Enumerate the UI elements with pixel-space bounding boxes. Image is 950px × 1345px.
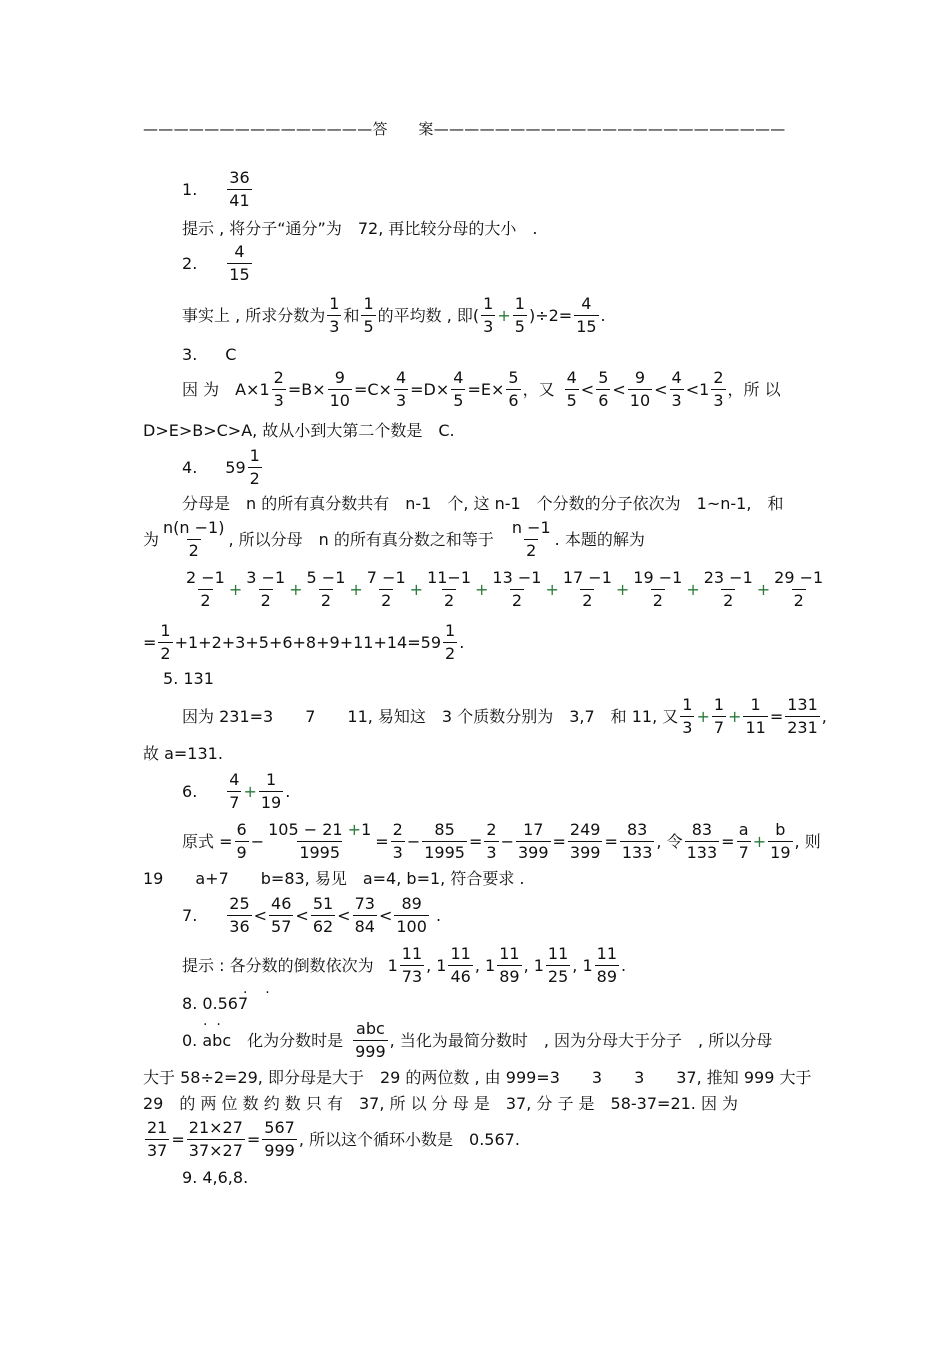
item-2: 2 . 4 15: [182, 242, 250, 284]
item-8-line2: 大于 58÷2=29, 即分母是大于 29 的两位数 , 由 999=3 3 3 37, 推知 999 大于: [143, 1068, 812, 1087]
item-4-line1: 分母是 n 的所有真分数共有 n-1 个, 这 n-1 个分数的分子依次为 1~n-1, 和: [182, 494, 784, 513]
item-7: 7 . 25 36 < 46 57 < 51 62 < 73 84 < 89 100 .: [182, 894, 442, 936]
item-6-explanation: 原式 = $\frac{6}{9}$ − $\frac{105 - 21 +1}{1995}$ = $\frac{2}{3}$ − $\frac{85}{1995}$ = $\frac{2}{3}$ − $\frac{17}{399}$ = $\frac{249}{399}$ = $\frac{83}{133}$ , 令 $\frac{83}{133}$ = $\frac{a}{7}$ + $\frac{b}{19}$ , 则: [182, 820, 821, 862]
item-6-line2: 19 a+7 b=83, 易见 a=4, b=1, 符合要求 .: [143, 869, 525, 888]
answer-header: ———————————————答 案———————————————————————: [143, 120, 786, 138]
item-number: 8: [182, 994, 193, 1013]
fraction: 36 41: [229, 168, 250, 210]
item-8-explanation: 0. abc 化为分数时是 abc 999 , 当化为最简分数时 , 因为分母大于分子 , 所以分母: [182, 1019, 773, 1061]
item-2-explanation: 事实上 , 所求分数为 1 3 和 1 5 的平均数 , 即( 1 3 + $\frac{1}{5}$ )÷2= $\frac{4}{15}$ .: [182, 294, 606, 336]
item-3-explanation: 因 为 A×1 $\frac{2}{3}$ =B× $\frac{9}{10}$ =C× $\frac{4}{3}$ =D× $\frac{4}{5}$ =E× $\frac{5}{6}$ ，又 4 5 < 5 6 < 9 10 < 4 3 <1 2 3 ，所 以: [182, 368, 781, 410]
item-8: 8 . 0.567: [182, 994, 249, 1013]
fraction: 4 15: [229, 242, 250, 284]
item-number: 1: [182, 179, 193, 199]
item-3: 3 . C: [182, 345, 237, 364]
item-8-line4: $\frac{21}{37}$ = $\frac{21\times 27}{37\times 27}$ = $\frac{567}{999}$ , 所以这个循环小数是 0.567.: [147, 1118, 520, 1160]
item-number: 4: [182, 457, 193, 477]
item-number: 5: [163, 669, 174, 688]
item-5-explanation: 因为 231=3 7 11, 易知这 3 个质数分别为 3,7 和 11, 又 1 3 + $\frac{1}{7}$ + $\frac{1}{11}$ = $\frac{131}{231}$ ,: [182, 695, 827, 737]
item-6: 6 . 4 7 + $\frac{1}{19}$ .: [182, 770, 291, 812]
item-1: 1 . 36 41: [182, 168, 250, 210]
item-4-result: = $\frac{1}{2}$ +1+2+3+5+6+8+9+11+14=59 1 2 .: [143, 621, 465, 663]
item-7-hint: 提示 : 各分数的倒数依次为 1 11 73 , 1 11 46 , 1 11 89 , 1 11 25 , 1 11 89 .: [182, 944, 627, 986]
item-number: 6: [182, 781, 193, 801]
item-4: 4 . 59 1 2: [182, 446, 260, 488]
item-number: 7: [182, 905, 193, 925]
item-number: 9: [182, 1168, 193, 1187]
item-number: 2: [182, 253, 193, 273]
item-8-line3: 29 的 两 位 数 约 数 只 有 37, 所 以 分 母 是 37, 分 子 是 58-37=21. 因 为: [143, 1094, 739, 1113]
item-5: 5 . 131: [163, 669, 214, 688]
item-3-line2: D>E>B>C>A, 故从小到大第二个数是 C.: [143, 421, 455, 440]
item-4-line2: 为 n(n −1) 2 , 所以分母 n 的所有真分数之和等于 n −1 2 . 本题的解为: [143, 518, 645, 560]
item-5-line2: 故 a=131.: [143, 744, 223, 763]
item-1-hint: 提示 , 将分子“通分”为 72, 再比较分母的大小 .: [182, 219, 538, 238]
item-4-sum: 2 −1 2 + $\frac{3 -1}{2}$ + $\frac{5 -1}{2}$ + $\frac{7 -1}{2}$ + $\frac{11-1}{2}$ + $\frac{13 -1}{2}$ + $\frac{17 -1}{2}$ + $\frac{19 -1}{2}$ + $\frac{23 -1}{2}$ + $\frac{29 -1}{2}$: [186, 568, 824, 610]
item-9: 9 . 4,6,8.: [182, 1168, 249, 1187]
item-number: 3: [182, 345, 193, 364]
